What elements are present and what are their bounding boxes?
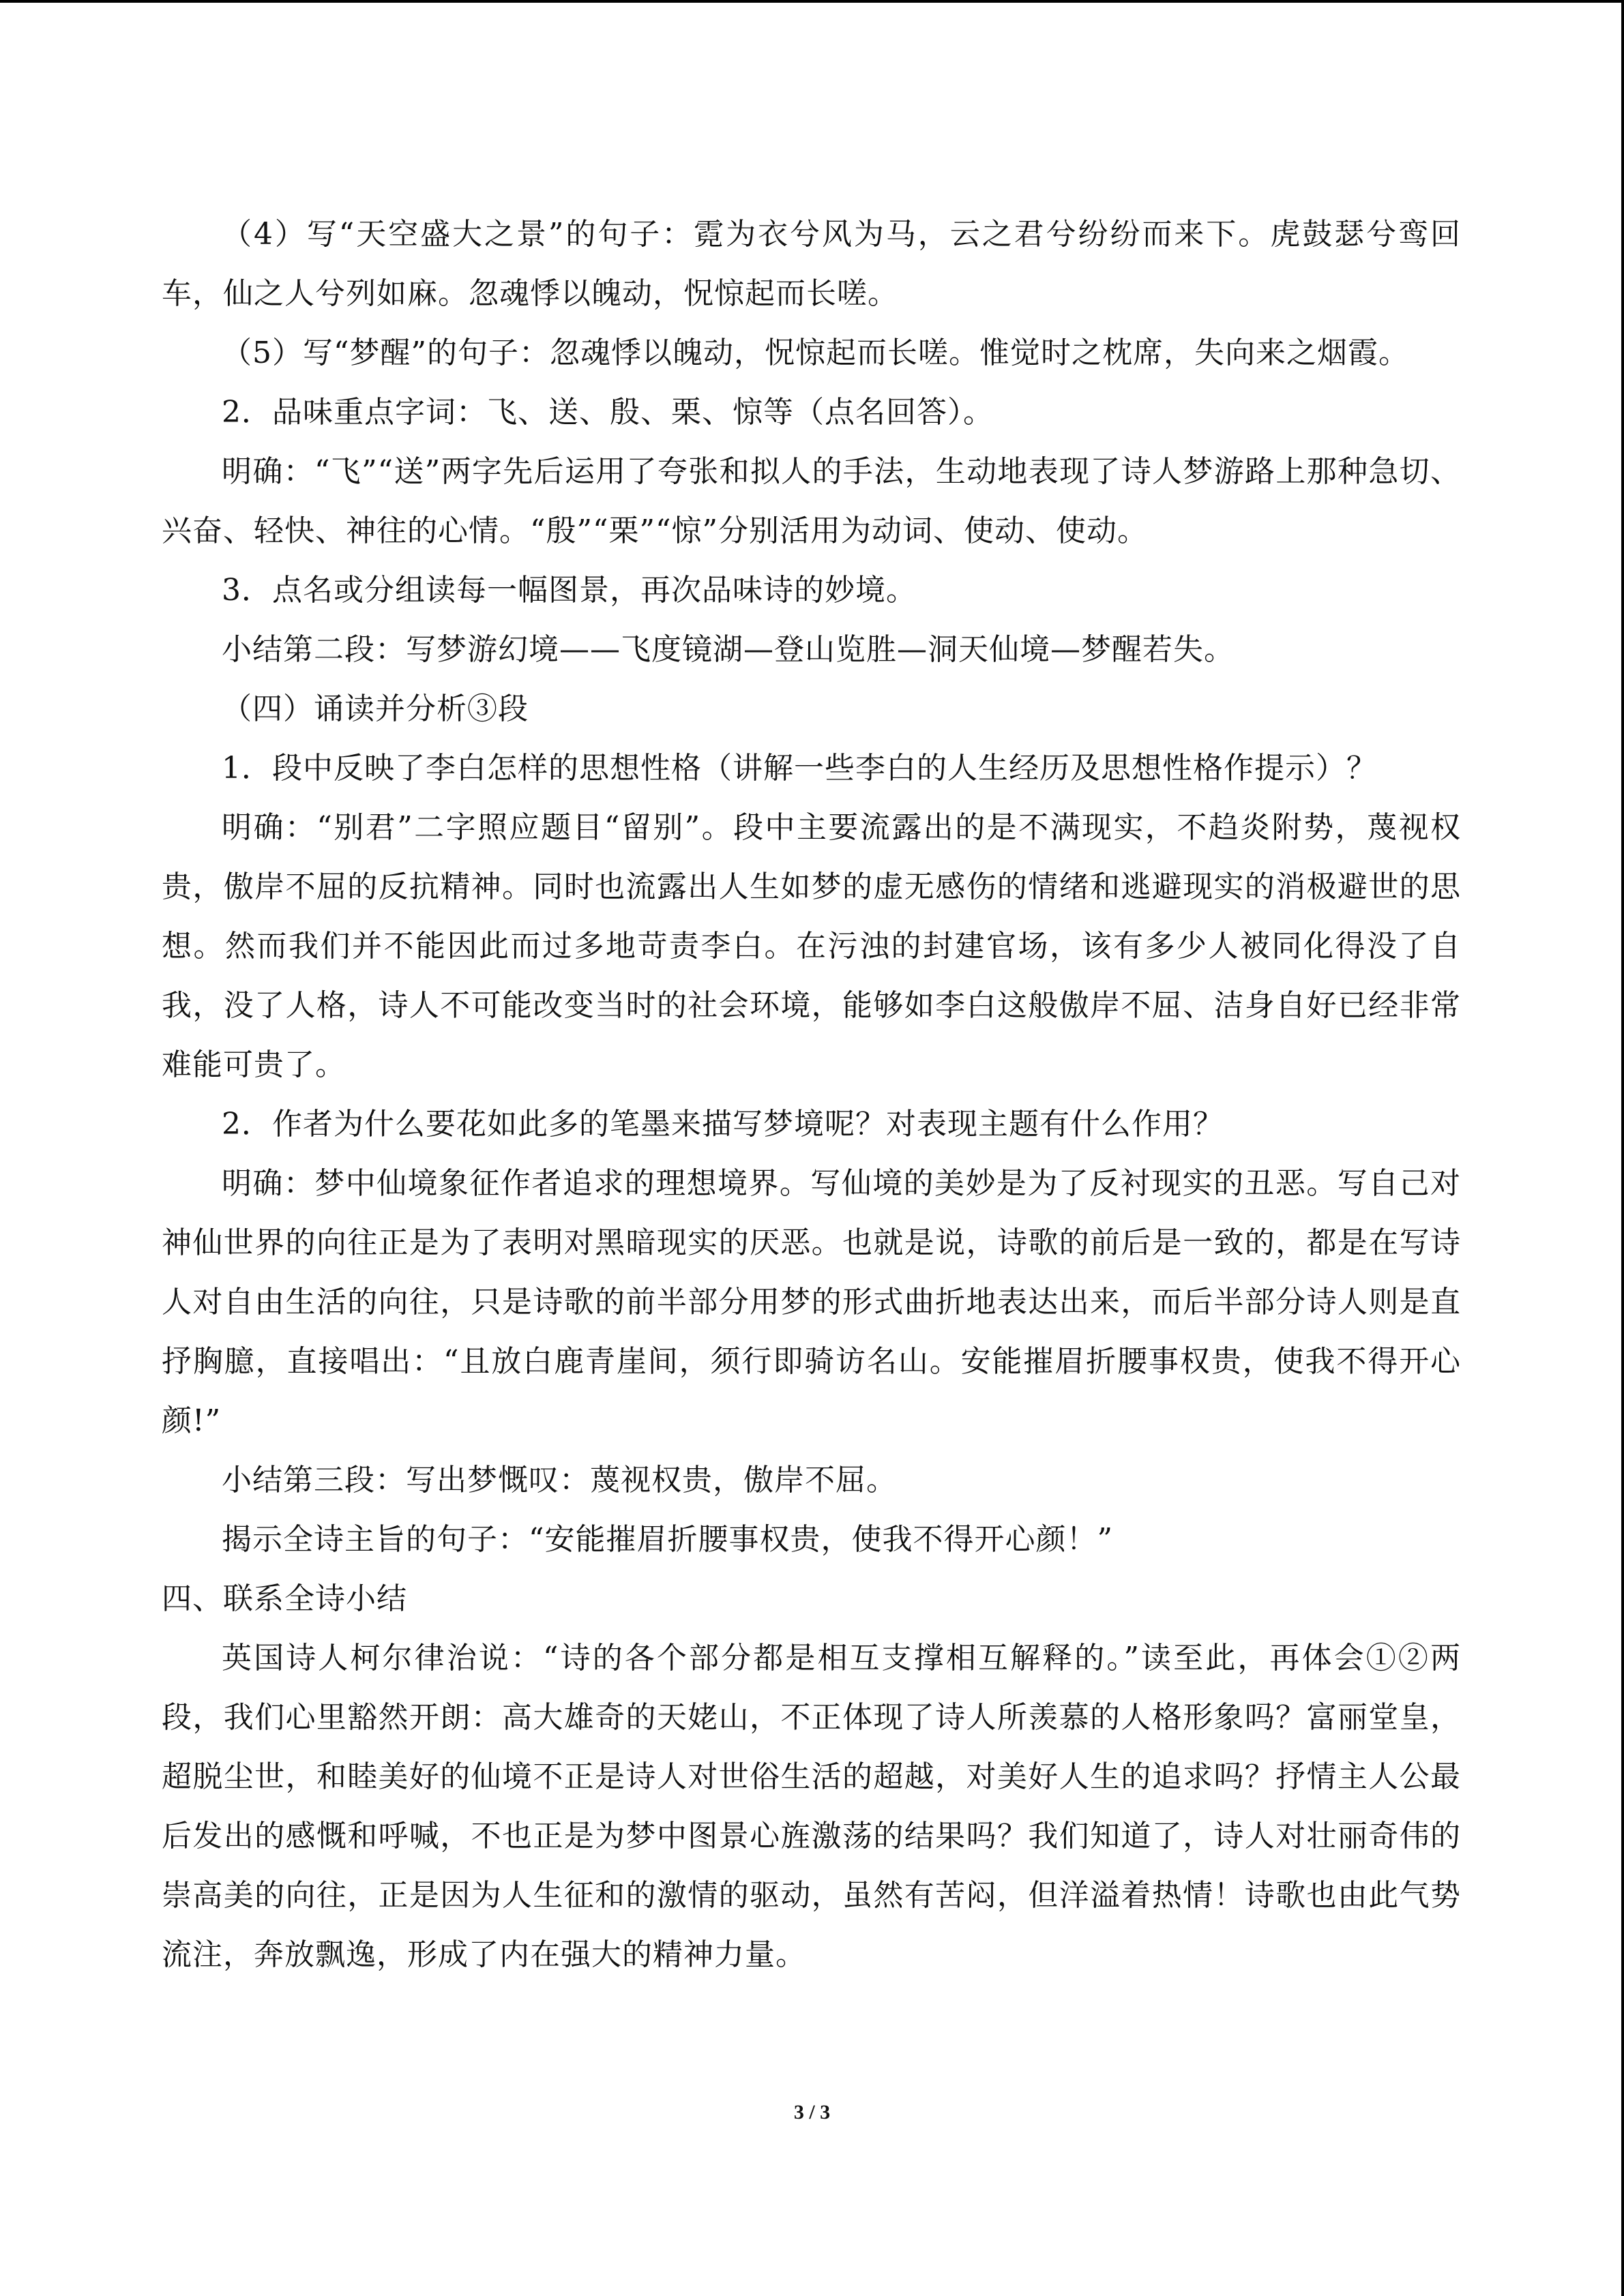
paragraph-read-scenes: 3．点名或分组读每一幅图景，再次品味诗的妙境。 <box>222 573 917 608</box>
paragraph-answer-dream: 明确：梦中仙境象征作者追求的理想境界。写仙境的美妙是为了反衬现实的丑恶。写自己对神仙世界的向往正是为了表明对黑暗现实的厌恶。也就是说，诗歌的前后是一致的，都是在写诗人对自由生活的向往，只是诗歌的前半部分用梦的形式曲折地表达出来，而后半部分诗人则是直抒胸臆，直接唱出：“且放白鹿青崖间，须行即骑访名山。安能摧眉折腰事权贵，使我不得开心颜!” <box>162 1166 1461 1438</box>
paragraph-answer-character: 明确：“别君”二字照应题目“留别”。段中主要流露出的是不满现实，不趋炎附势，蔑视权贵，傲岸不屈的反抗精神。同时也流露出人生如梦的虚无感伤的情绪和逃避现实的消极避世的思想。然而我们并不能因此而过多地苛责李白。在污浊的封建官场，该有多少人被同化得没了自我，没了人格，诗人不可能改变当时的社会环境，能够如李白这般傲岸不屈、洁身自好已经非常难能可贵了。 <box>162 810 1461 1082</box>
document-body <box>162 205 1461 1984</box>
top-border-rule <box>0 0 1624 3</box>
page-number: 3 / 3 <box>793 2101 831 2123</box>
paragraph-question-character: 1．段中反映了李白怎样的思想性格（讲解一些李白的人生经历及思想性格作提示）？ <box>222 751 1377 786</box>
right-border-rule <box>1621 0 1624 2296</box>
paragraph-summary-section-two: 小结第二段：写梦游幻境——飞度镜湖—登山览胜—洞天仙境—梦醒若失。 <box>222 632 1235 667</box>
paragraph-theme-sentence: 揭示全诗主旨的句子：“安能摧眉折腰事权贵，使我不得开心颜！” <box>222 1522 1113 1557</box>
section-heading-recite-three: （四）诵读并分析③段 <box>222 691 529 726</box>
paragraph-key-words: 2．品味重点字词：飞、送、殷、栗、惊等（点名回答）。 <box>222 395 994 430</box>
paragraph-question-dream: 2．作者为什么要花如此多的笔墨来描写梦境呢？对表现主题有什么作用？ <box>222 1107 1224 1142</box>
paragraph-key-words-answer: 明确：“飞”“送”两字先后运用了夸张和拟人的手法，生动地表现了诗人梦游路上那种急切、兴奋、轻快、神往的心情。“殷”“栗”“惊”分别活用为动词、使动、使动。 <box>162 454 1461 548</box>
paragraph-summary-section-three: 小结第三段：写出梦慨叹：蔑视权贵，傲岸不屈。 <box>222 1463 897 1497</box>
section-heading-summary: 四、联系全诗小结 <box>162 1581 407 1616</box>
paragraph-heaven-scene: （4）写“天空盛大之景”的句子：霓为衣兮风为马，云之君兮纷纷而来下。虎鼓瑟兮鸾回车，仙之人兮列如麻。忽魂悸以魄动，怳惊起而长嗟。 <box>162 217 1461 311</box>
paragraph-final-summary: 英国诗人柯尔律治说：“诗的各个部分都是相互支撑相互解释的。”读至此，再体会①②两段，我们心里豁然开朗：高大雄奇的天姥山，不正体现了诗人所羡慕的人格形象吗？富丽堂皇，超脱尘世，和睦美好的仙境不正是诗人对世俗生活的超越，对美好人生的追求吗？抒情主人公最后发出的感慨和呼喊，不也正是为梦中图景心旌激荡的结果吗？我们知道了，诗人对壮丽奇伟的崇高美的向往，正是因为人生征和的激情的驱动，虽然有苦闷，但洋溢着热情！诗歌也由此气势流注，奔放飘逸，形成了内在强大的精神力量。 <box>162 1641 1461 1972</box>
paragraph-dream-awake: （5）写“梦醒”的句子：忽魂悸以魄动，怳惊起而长嗟。惟觉时之枕席，失向来之烟霞。 <box>222 336 1409 370</box>
